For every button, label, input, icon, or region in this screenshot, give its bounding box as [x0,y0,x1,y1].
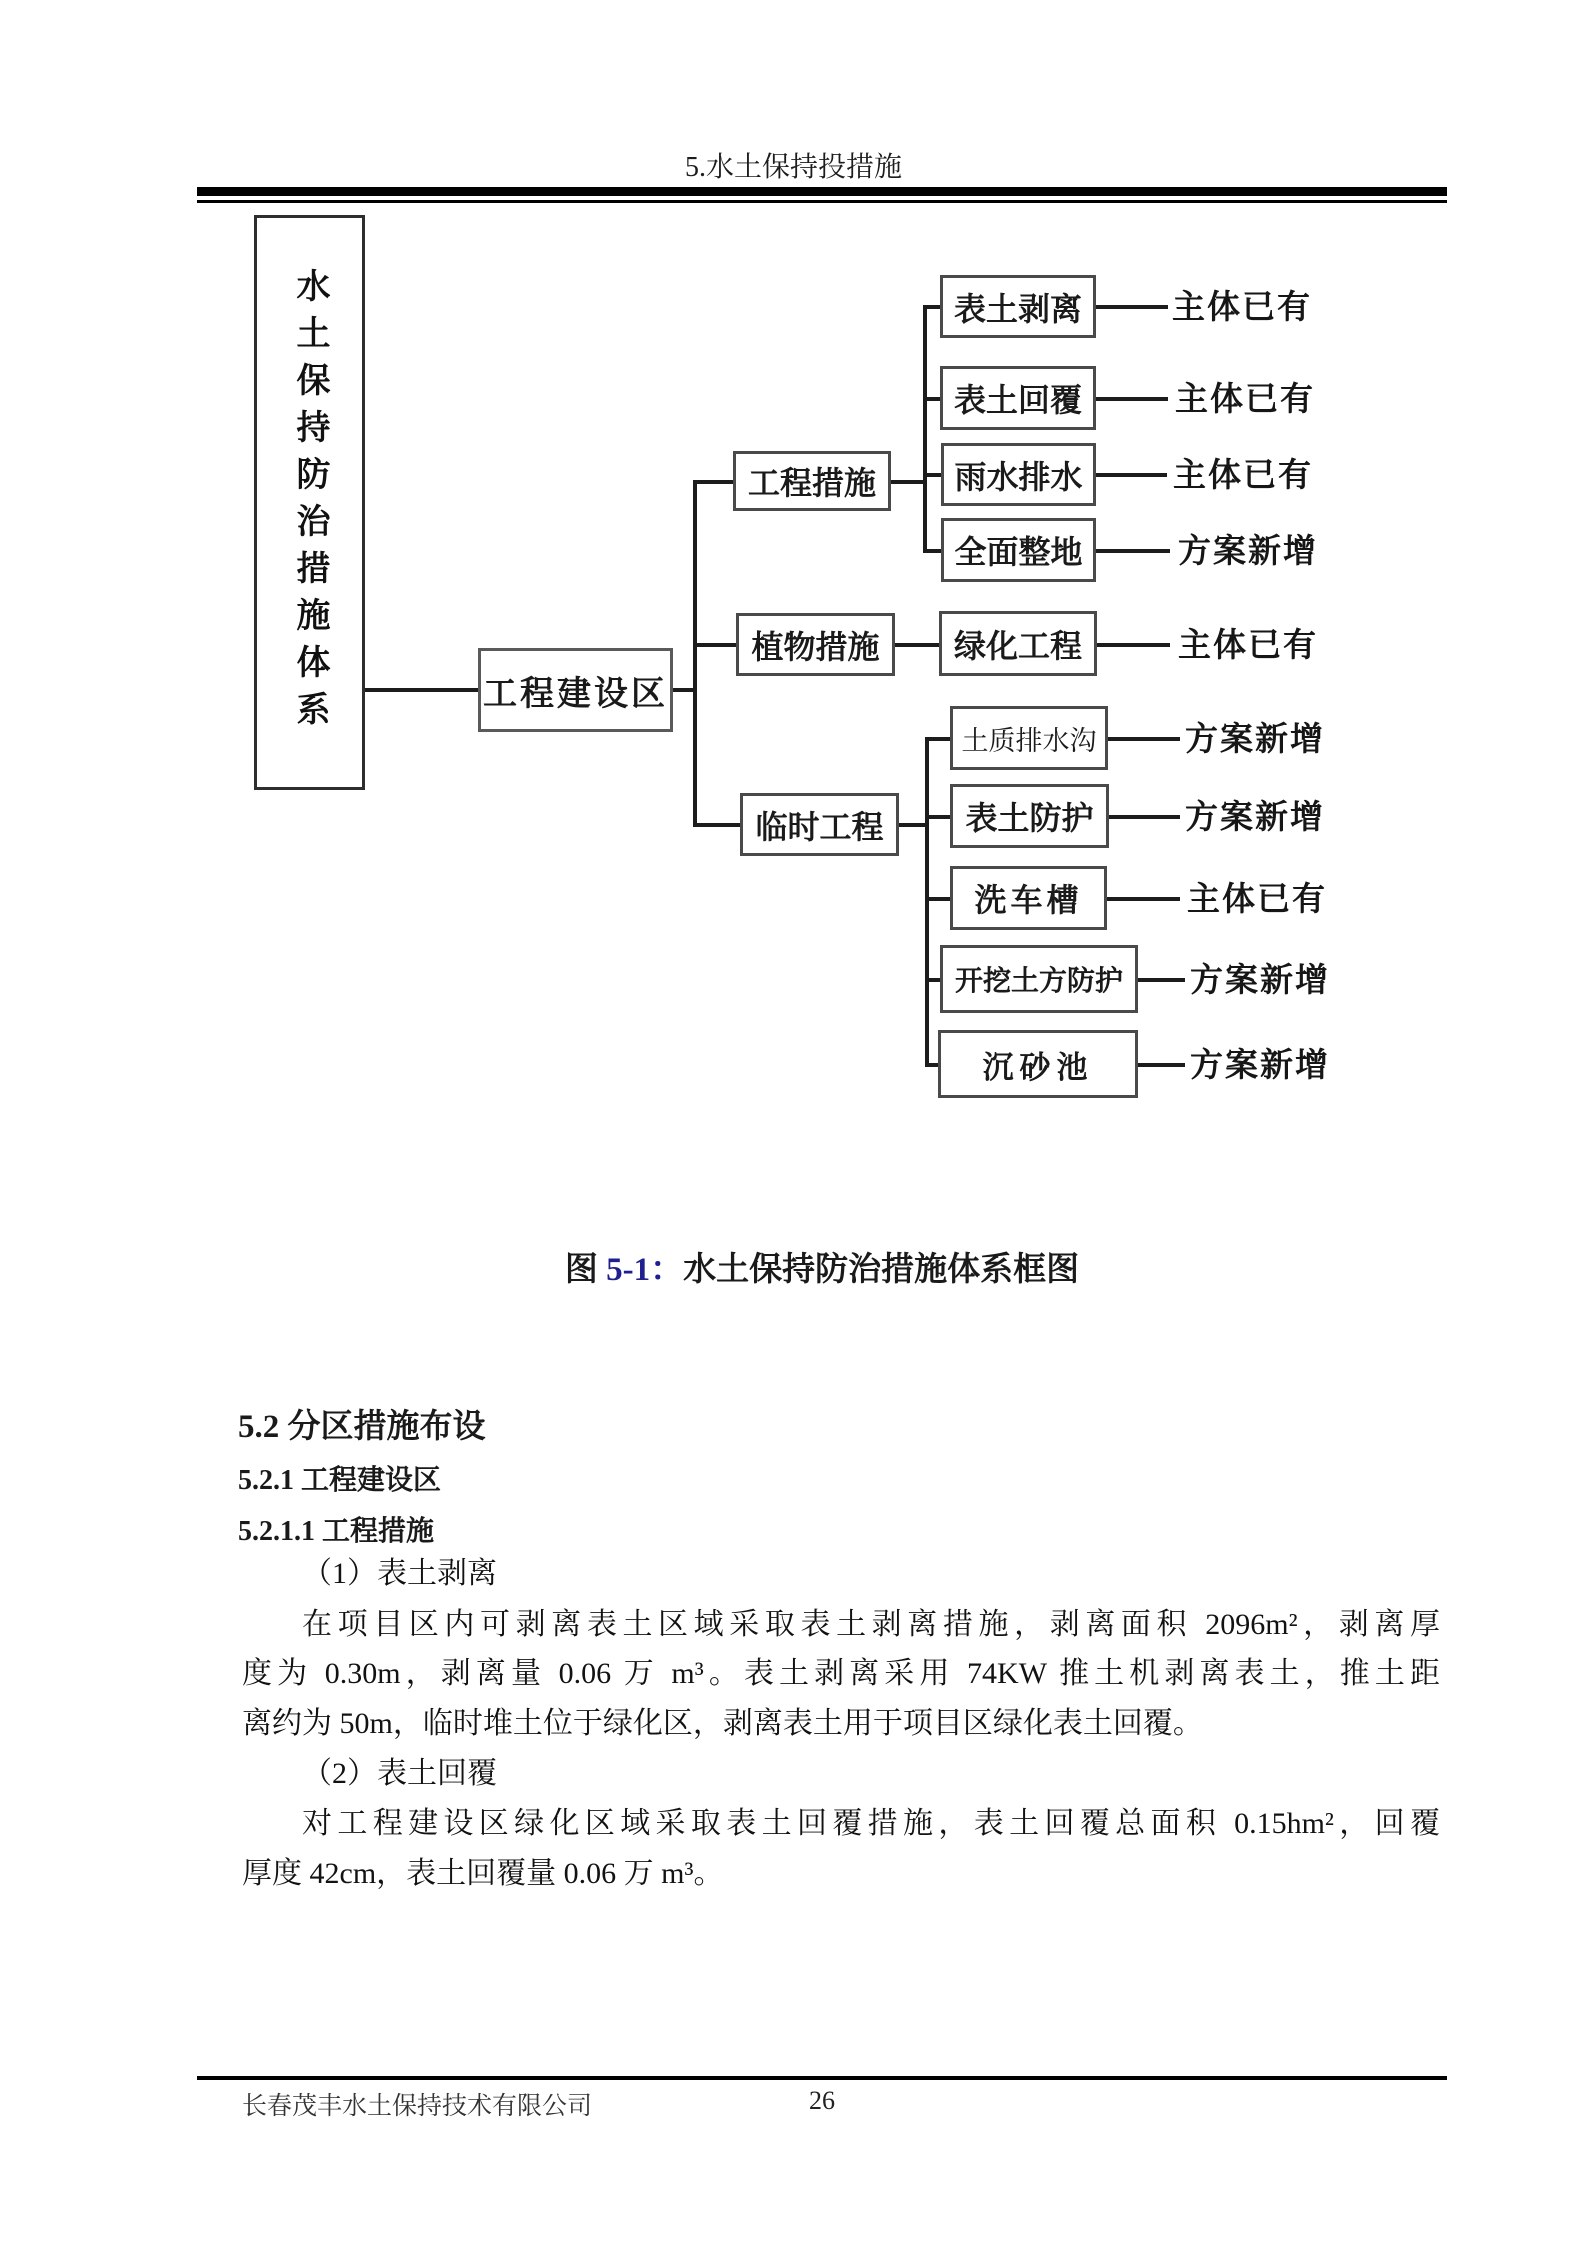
status-label: 主体已有 [1173,456,1313,493]
connector-line [1138,978,1185,982]
connector-line [925,978,940,982]
page-number: 26 [809,2086,835,2115]
connector-line [1096,473,1167,477]
measure-label: 雨水排水 [954,458,1083,495]
measure-label: 沉砂池 [982,1049,1094,1085]
branch-label: 临时工程 [755,808,884,845]
status-label: 主体已有 [1187,880,1327,917]
connector-line [925,737,950,741]
status-label: 方案新增 [1190,961,1330,998]
connector-line [899,823,925,827]
measure-label: 土质排水沟 [961,725,1097,756]
footer-rule [197,2076,1447,2080]
connector-line [365,688,478,692]
flowchart-root-box [254,215,365,790]
figure-caption [197,1243,1447,1290]
connector-line [673,688,693,692]
connector-line [693,643,736,647]
header-rule-thick [197,187,1447,196]
measure-label: 表土回覆 [953,382,1082,418]
connector-line [895,643,939,647]
connector-line [1096,549,1170,553]
status-label: 主体已有 [1172,288,1312,325]
measure-box [950,784,1109,848]
connector-line [891,480,923,484]
heading-5-2-1: 5.2.1 工程建设区 [238,1465,442,1496]
branch-box-engineering [733,451,891,511]
connector-line [1096,305,1168,309]
trunk-line-engineering [923,305,927,553]
paragraph-line: 对工程建设区绿化区域采取表土回覆措施，表土回覆总面积 0.15hm²，回覆 [302,1807,1440,1840]
connector-line [1138,1063,1185,1067]
branch-box-temporary [740,793,899,856]
measure-label: 绿化工程 [953,627,1082,664]
connector-line [923,397,940,401]
figure-caption-number: 5-1： [606,1252,684,1288]
connector-line [1108,737,1180,741]
measure-box [941,518,1096,582]
connector-line [1107,897,1180,901]
measure-label: 洗车槽 [974,882,1083,918]
measure-label: 开挖土方防护 [954,965,1123,996]
connector-line [923,473,941,477]
flowchart-level1-label: 工程建设区 [483,675,668,713]
connector-line [693,480,733,484]
measure-box [940,275,1096,338]
connector-line [1096,397,1168,401]
paragraph-line: 度为 0.30m，剥离量 0.06 万 m³。表土剥离采用 74KW 推土机剥离表土，推土距 [242,1657,1440,1690]
paragraph-line: 厚度 42cm，表土回覆量 0.06 万 m³。 [242,1857,724,1890]
measure-box [938,1030,1138,1098]
connector-line [925,815,950,819]
list-item-1: （1）表土剥离 [302,1557,497,1590]
branch-box-plant [736,613,895,676]
heading-5-2-1-1: 5.2.1.1 工程措施 [238,1516,435,1547]
measure-box [950,866,1107,930]
trunk-line-main [693,480,697,827]
measure-box [940,945,1138,1013]
heading-5-2: 5.2 分区措施布设 [238,1409,486,1445]
status-label: 主体已有 [1178,626,1318,663]
paragraph-line: 离约为 50m，临时堆土位于绿化区，剥离表土用于项目区绿化表土回覆。 [242,1707,1203,1740]
connector-line [1109,815,1180,819]
paragraph-line: 在项目区内可剥离表土区域采取表土剥离措施，剥离面积 2096m²，剥离厚 [302,1608,1440,1641]
measure-box [939,611,1097,676]
footer-company: 长春茂丰水土保持技术有限公司 [242,2093,593,2120]
list-item-2: （2）表土回覆 [302,1757,497,1790]
connector-line [923,549,941,553]
flowchart-root-label: 水土保持防治措施体系 [291,267,328,738]
connector-line [1097,643,1170,647]
branch-label: 植物措施 [751,628,880,665]
status-label: 主体已有 [1175,380,1315,417]
measure-label: 全面整地 [954,534,1083,570]
figure-caption-text: 水土保持防治措施体系框图 [683,1252,1080,1288]
status-label: 方案新增 [1185,720,1325,757]
connector-line [693,823,740,827]
connector-line [923,305,940,309]
branch-label: 工程措施 [747,465,876,501]
trunk-line-temporary [925,737,929,1067]
status-label: 方案新增 [1190,1046,1330,1083]
measure-box [940,366,1096,430]
connector-line [925,1063,938,1067]
connector-line [925,897,950,901]
measure-label: 表土防护 [965,800,1094,836]
figure-caption-prefix: 图 [564,1252,607,1288]
status-label: 方案新增 [1185,798,1325,835]
measure-box [941,443,1096,506]
measure-label: 表土剥离 [953,290,1082,327]
header-rule-thin [197,200,1447,203]
measure-box [950,706,1108,770]
flowchart-level1-box [478,648,673,732]
status-label: 方案新增 [1178,532,1318,569]
page-header-title: 5.水土保持投措施 [684,152,902,183]
